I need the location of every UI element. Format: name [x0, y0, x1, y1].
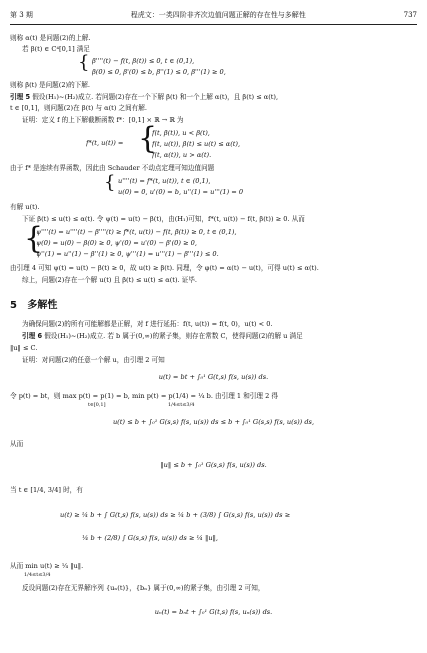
equation-line: ¼ b + (2/8) ∫ G(s,s) f(s, u(s)) ds ≥ ¼ ‖u‖, — [82, 534, 218, 542]
equation-line: uₙ(t) = bₙt + ∫₀¹ G(t,s) f(s, uₙ(s)) ds. — [154, 608, 273, 616]
text-line: 反设问题(2)存在无界解序列 {uₙ(t)}，{bₙ} 属于(0,∞)的紧子集，由引理 2 可知， — [22, 584, 265, 592]
equation-line: u(t) ≥ ¼ b + ∫ G(t,s) f(s, u(s)) ds ≥ ¼ b + (3/8) ∫ G(s,s) f(s, u(s)) ds ≥ — [60, 511, 291, 519]
equation-line: ψ(0) = u(0) − β(0) ≥ 0, ψ'(0) = u'(0) − β'(0) ≥ 0, — [36, 239, 197, 247]
text-line: 则称 β(t) 是问题(2)的下解. — [10, 81, 90, 89]
left-brace: { — [24, 221, 44, 256]
lemma-text: 假设(H₁)~(H₂)成立. 若问题(2)存在一个下解 β(t) 和一个上解 α(t)，且 β(t) ≤ α(t), — [32, 93, 279, 101]
text-line: ‖u‖ ≤ C. — [10, 344, 38, 352]
left-brace: { — [104, 172, 116, 193]
equation-lhs: f*(t, u(t)) = — [86, 139, 124, 147]
lemma-text: 假设(H₁)~(H₂)成立. 若 b 属于(0,∞)的紧子集，则存在常数 C，使得问题(2)的解 u 满足 — [44, 332, 303, 340]
text-line: 从而 min u(t) ≥ ¼ ‖u‖. — [10, 562, 84, 570]
equation-line: β''''(t) − f(t, β(t)) ≤ 0, t ∈ (0,1), — [92, 57, 195, 65]
page-header — [10, 8, 417, 22]
text-line: 从而 — [10, 440, 24, 448]
equation-line: u(t) = bt + ∫₀¹ G(t,s) f(s, u(s)) ds. — [158, 373, 269, 381]
equation-line: β(0) ≤ 0, β'(0) ≤ b, β''(1) ≤ 0, β'''(1) ≥ 0, — [92, 68, 226, 76]
page-number: 737 — [403, 11, 417, 19]
text-line: 综上，问题(2)存在一个解 u(t) 且 β(t) ≤ u(t) ≤ α(t). 证毕. — [22, 276, 198, 284]
subscript: 1/4≤t≤3/4 — [24, 572, 51, 578]
equation-line: f(t, u(t)), β(t) ≤ u(t) ≤ α(t), — [152, 140, 241, 148]
text-line: 当 t ∈ [1/4, 3/4] 时，有 — [10, 486, 83, 494]
text-line: 有解 u(t). — [10, 203, 40, 211]
text-line: 证明：对问题(2)的任意一个解 u，由引理 2 可知 — [22, 356, 165, 364]
text-line: 下证 β(t) ≤ u(t) ≤ α(t). 令 ψ(t) = u(t) − β(t)，由(H₁)可知，f*(t, u(t)) − f(t, β(t)) ≥ 0. 从而 — [22, 215, 305, 223]
left-brace: { — [138, 121, 158, 156]
text-line: 由引理 4 可知 ψ(t) = u(t) − β(t) ≥ 0，故 u(t) ≥ β(t). 同理，令 φ(t) = α(t) − u(t)，可得 u(t) ≤ α(t). — [10, 264, 319, 272]
section-heading — [10, 296, 57, 311]
subscript: t∈[0,1] — [88, 402, 106, 408]
text-line: 为确保问题(2)的所有可能解都是正解，对 f 进行延拓：f(t, u(t)) = f(t, 0)，u(t) < 0. — [22, 320, 273, 328]
text-line: 若 β(t) ∈ C⁴[0,1] 满足 — [22, 45, 90, 53]
text-line: 则称 α(t) 是问题(2)的上解. — [10, 34, 91, 42]
header-rule — [10, 24, 417, 25]
equation-line: f(t, α(t)), u > α(t). — [152, 151, 212, 159]
equation-line: ψ''''(t) = u''''(t) − β''''(t) ≥ f*(t, u(t)) − f(t, β(t)) ≥ 0, t ∈ (0,1), — [36, 228, 237, 236]
equation-line: ‖u‖ ≤ b + ∫₀¹ G(s,s) f(s, u(s)) ds. — [160, 461, 267, 469]
equation-line: u''''(t) = f*(t, u(t)), t ∈ (0,1), — [118, 177, 211, 185]
lemma-label: 引理 6 — [22, 332, 43, 340]
equation-line: u(t) ≤ b + ∫₀¹ G(s,s) f(s, u(s)) ds ≤ b + ∫₀¹ G(s,s) f(s, u(s)) ds, — [112, 418, 315, 426]
section-title: 多解性 — [27, 300, 58, 311]
equation-line: f(t, β(t)), u < β(t), — [152, 129, 210, 137]
lemma-5 — [10, 93, 417, 102]
subscript: 1/4≤t≤3/4 — [168, 402, 195, 408]
text-line: 由于 f* 是连续有界函数，因此由 Schauder 不动点定理可知边值问题 — [10, 164, 215, 172]
section-number: 5 — [10, 300, 17, 311]
text-line: t ∈ [0,1]，则问题(2)在 β(t) 与 α(t) 之间有解. — [10, 104, 147, 112]
text-line: 证明：定义 f 的上下解截断函数 f*：[0,1] × ℝ → ℝ 为 — [22, 116, 184, 124]
left-brace: { — [78, 52, 90, 73]
running-title: 程虎文：一类四阶非齐次边值问题正解的存在性与多解性 — [130, 11, 306, 19]
equation-line: ψ''(1) = u''(1) − β''(1) ≥ 0, ψ'''(1) = u'''(1) − β'''(1) ≤ 0. — [36, 250, 219, 258]
lemma-label: 引理 5 — [10, 93, 31, 101]
issue-number: 第 3 期 — [10, 11, 33, 19]
equation-line: u(0) = 0, u'(0) = b, u''(1) = u'''(1) = 0 — [118, 188, 244, 196]
lemma-6 — [22, 332, 417, 341]
text-line: 令 p(t) = bt，则 max p(t) = p(1) = b, min p(t) = p(1/4) = ¼ b. 由引理 1 和引理 2 得 — [10, 392, 278, 400]
